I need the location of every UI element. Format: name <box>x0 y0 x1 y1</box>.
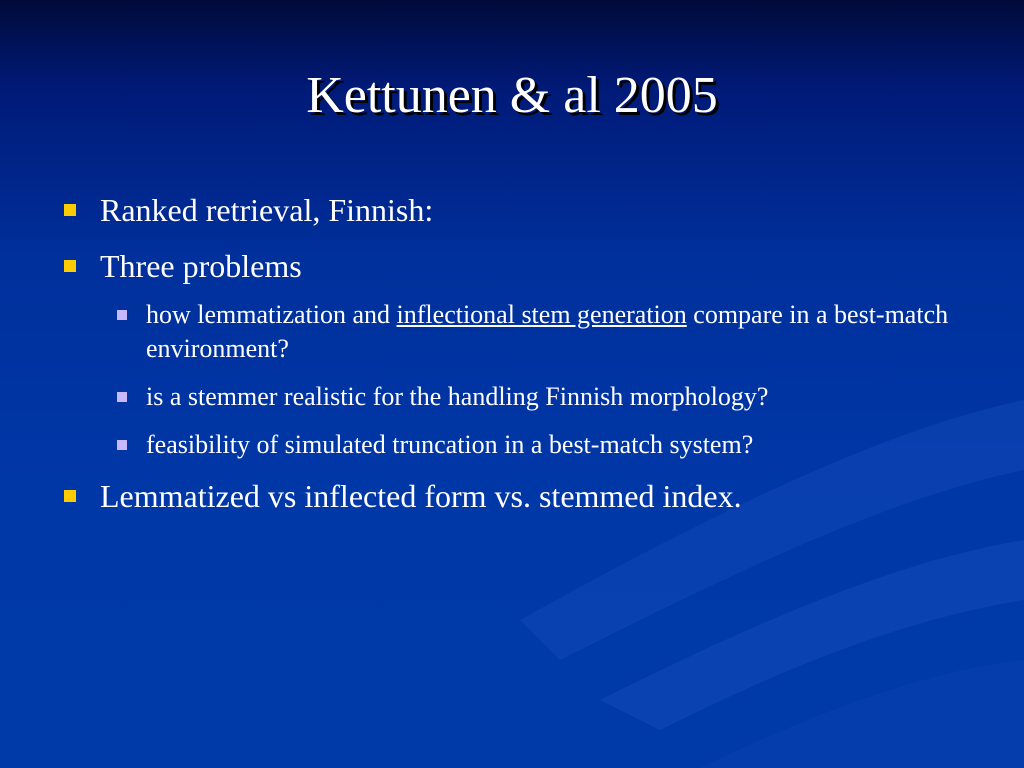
bullet-item <box>62 246 982 286</box>
square-bullet-icon <box>64 490 76 502</box>
square-bullet-icon <box>64 260 76 272</box>
slide-title: Kettunen & al 2005 <box>306 67 718 124</box>
sub-bullet-item <box>62 380 982 414</box>
square-bullet-icon <box>117 392 127 402</box>
bullet-text: Three problems <box>100 248 302 284</box>
bullet-text: Lemmatized vs inflected form vs. stemmed index. <box>100 478 742 514</box>
sub-bullet-text: feasibility of simulated truncation in a best-match system? <box>146 430 754 459</box>
sub-bullet-item <box>62 428 982 462</box>
sub-bullet-text: is a stemmer realistic for the handling Finnish morphology? <box>146 382 769 411</box>
sub-bullet-text-start: how lemmatization and <box>146 300 397 329</box>
sub-bullet-item <box>62 298 982 366</box>
sub-bullet-text-end: compare in a best-match environment? <box>146 300 949 363</box>
square-bullet-icon <box>117 440 127 450</box>
inflectional-stem-generation-link[interactable]: inflectional stem generation <box>396 300 687 329</box>
square-bullet-icon <box>64 204 76 216</box>
bullet-item <box>62 476 982 516</box>
square-bullet-icon <box>117 310 127 320</box>
bullet-text: Ranked retrieval, Finnish: <box>100 192 434 228</box>
bullet-item <box>62 190 982 230</box>
bullet-list <box>62 190 982 532</box>
